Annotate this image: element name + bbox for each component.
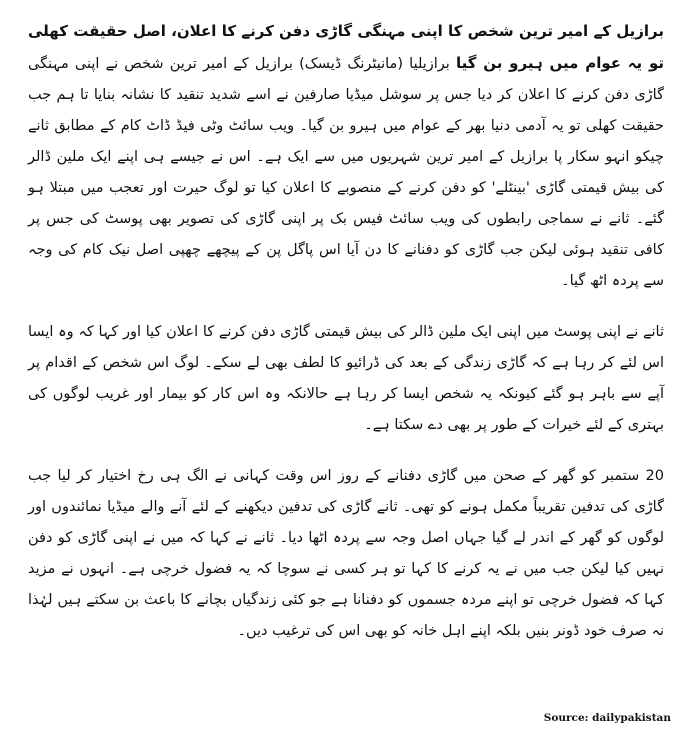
article-paragraph-3: 20 ستمبر کو گھر کے صحن میں گاڑی دفنانے کے روز اس وقت کہانی نے الگ ہی رخ اختیار کر لیا جب گاڑی کی تدفین تقریباً مکمل ہونے کو تھی۔ ثانے گاڑی کی تدفین دیکھنے کے لئے آنے والے میڈیا نمائندوں اور لوگوں کو گھر کے اندر لے گیا جہاں اصل وجہ سے پردہ اٹھا دیا۔ ثانے نے کہا کہ میں نے اپنی گاڑی کو دفن نہیں کیا لیکن جب میں نے یہ کرنے کا کہا تو ہر کسی نے سوچا کہ یہ فضول خرچی ہے۔ انہوں نے مزید کہا کہ فضول خرچی تو اپنے مردہ جسموں کو دفنانا ہے جو کئی زندگیاں بچانے کا باعث بن سکتے ہیں لہٰذا نہ صرف خود ڈونر بنیں بلکہ اپنے اہل خانہ کو بھی اس کی ترغیب دیں۔ — [28, 468, 664, 639]
article-body — [28, 16, 664, 647]
paragraph-text: برازیلیا (مانیٹرنگ ڈیسک) برازیل کے امیر ترین شخص نے اپنی مہنگی گاڑی دفن کرنے کا اعلان کر دیا جس پر سوشل میڈیا صارفین نے اسے شدید تنقید کا نشانہ بنایا تا ہم جب حقیقت کھلی تو یہ آدمی دنیا بھر کے عوام میں ہیرو بن گیا۔ ویب سائٹ وٹی فیڈ ڈاٹ کام کے مطابق ثانے چیکو انہو سکار پا برازیل کے امیر ترین شہریوں میں سے ایک ہے۔ اس نے جیسے ہی اپنے ایک ملین ڈالر کی بیش قیمتی گاڑی 'بینٹلے' کو دفن کرنے کے منصوبے کا اعلان کیا تو لوگ حیرت اور تعجب میں مبتلا ہو گئے۔ ثانے نے سماجی رابطوں کی ویب سائٹ فیس بک پر اپنی گاڑی کی تصویر بھی پوسٹ کی جس پر کافی تنقید ہوئی لیکن جب گاڑی کو دفنانے کا دن آیا اس پاگل پن کے پیچھے چھپی اصل نیک کام کی وجہ سے پردہ اٹھ گیا۔ — [28, 56, 664, 289]
article-paragraph-2: ثانے نے اپنی پوسٹ میں اپنی ایک ملین ڈالر کی بیش قیمتی گاڑی دفن کرنے کا اعلان کیا اور کہا کہ وہ ایسا اس لئے کر رہا ہے کہ گاڑی زندگی کے بعد کی ڈرائیو کا لطف بھی لے سکے۔ لوگ اس شخص کے اقدام پر آپے سے باہر ہو گئے کیونکہ یہ شخص ایسا کر رہا ہے حالانکہ وہ اس کار کو بیمار اور غریب لوگوں کی بہتری کے لئے خیرات کے طور پر بھی دے سکتا ہے۔ — [28, 324, 664, 433]
article-headline: برازیل کے امیر ترین شخص کا اپنی مہنگی گاڑی دفن کرنے کا اعلان، اصل حقیقت کھلی تو یہ عوام میں ہیرو بن گیا — [28, 22, 664, 72]
paragraph-spacer — [28, 441, 664, 461]
article-intro-paragraph — [28, 16, 664, 297]
paragraph-spacer — [28, 297, 664, 317]
source-credit: Source: dailypakistan — [543, 712, 671, 724]
